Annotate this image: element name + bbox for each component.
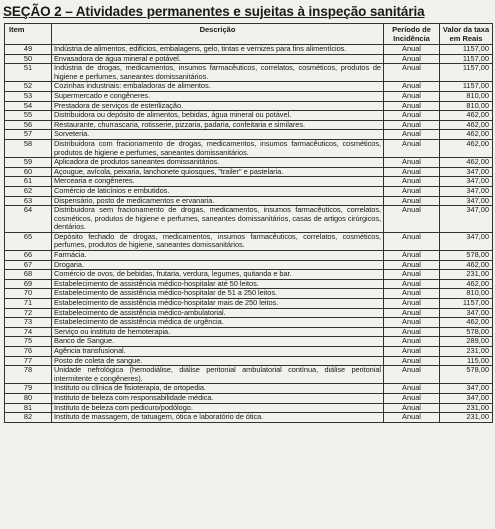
row-periodo: Anual bbox=[384, 139, 440, 157]
row-periodo: Anual bbox=[384, 279, 440, 289]
row-item-number: 57 bbox=[5, 130, 52, 140]
row-valor: 810,00 bbox=[440, 91, 493, 101]
row-description: Aplicadora de produtos saneantes domissanitários. bbox=[52, 158, 384, 168]
row-description: Estabelecimento de assistência médico-hospitalar mais de 250 leitos. bbox=[52, 299, 384, 309]
row-description: Distribuidora sem fracionamento de drogas, medicamentos, insumos farmacêuticos, correlatos, cosméticos, produtos de higiene e perfumes, saneantes domissanitários, casas de artigos cirúrgicos, dentários. bbox=[52, 206, 384, 233]
table-row bbox=[5, 139, 493, 157]
row-item-number: 58 bbox=[5, 139, 52, 157]
table-row bbox=[5, 260, 493, 270]
row-item-number: 65 bbox=[5, 232, 52, 250]
row-item-number: 81 bbox=[5, 403, 52, 413]
table-row bbox=[5, 299, 493, 309]
row-valor: 578,00 bbox=[440, 251, 493, 261]
row-periodo: Anual bbox=[384, 327, 440, 337]
row-periodo: Anual bbox=[384, 54, 440, 64]
row-periodo: Anual bbox=[384, 82, 440, 92]
table-header-row bbox=[5, 24, 493, 45]
row-valor: 231,00 bbox=[440, 413, 493, 423]
row-valor: 347,00 bbox=[440, 196, 493, 206]
row-description: Cozinhas industriais: embaladoras de alimentos. bbox=[52, 82, 384, 92]
table-body bbox=[5, 45, 493, 423]
row-periodo: Anual bbox=[384, 356, 440, 366]
row-valor: 1157,00 bbox=[440, 54, 493, 64]
table-row bbox=[5, 111, 493, 121]
row-description: Farmácia. bbox=[52, 251, 384, 261]
row-valor: 347,00 bbox=[440, 206, 493, 233]
row-description: Estabelecimento de assistência médico-hospitalar até 50 leitos. bbox=[52, 279, 384, 289]
row-valor: 462,00 bbox=[440, 139, 493, 157]
row-valor: 462,00 bbox=[440, 111, 493, 121]
table-row bbox=[5, 337, 493, 347]
row-periodo: Anual bbox=[384, 130, 440, 140]
table-row bbox=[5, 177, 493, 187]
table-row bbox=[5, 384, 493, 394]
row-description: Distribuidora com fracionamento de drogas, medicamentos, insumos farmacêuticos, cosméticos, produtos de higiene e perfumes, saneantes domissanitários. bbox=[52, 139, 384, 157]
row-valor: 1157,00 bbox=[440, 82, 493, 92]
table-row bbox=[5, 64, 493, 82]
row-description: Açougue, avícola, peixaria, lanchonete quiosques, "trailer" e pastelaria. bbox=[52, 167, 384, 177]
row-periodo: Anual bbox=[384, 167, 440, 177]
row-description: Supermercado e congêneres. bbox=[52, 91, 384, 101]
table-row bbox=[5, 232, 493, 250]
row-item-number: 55 bbox=[5, 111, 52, 121]
row-description: Banco de Sangue. bbox=[52, 337, 384, 347]
row-valor: 289,00 bbox=[440, 337, 493, 347]
row-description: Instituto de beleza com responsabilidade médica. bbox=[52, 393, 384, 403]
row-description: Drogaria. bbox=[52, 260, 384, 270]
row-item-number: 79 bbox=[5, 384, 52, 394]
table-row bbox=[5, 167, 493, 177]
row-description: Sorveteria. bbox=[52, 130, 384, 140]
table-row bbox=[5, 356, 493, 366]
row-item-number: 71 bbox=[5, 299, 52, 309]
row-periodo: Anual bbox=[384, 206, 440, 233]
row-valor: 347,00 bbox=[440, 167, 493, 177]
header-valor: Valor da taxa em Reais bbox=[440, 24, 493, 45]
row-valor: 115,00 bbox=[440, 356, 493, 366]
row-item-number: 62 bbox=[5, 186, 52, 196]
row-periodo: Anual bbox=[384, 308, 440, 318]
row-item-number: 76 bbox=[5, 347, 52, 357]
row-description: Posto de coleta de sangue. bbox=[52, 356, 384, 366]
row-periodo: Anual bbox=[384, 366, 440, 384]
table-row bbox=[5, 308, 493, 318]
table-row bbox=[5, 413, 493, 423]
row-valor: 1157,00 bbox=[440, 299, 493, 309]
row-valor: 1157,00 bbox=[440, 45, 493, 55]
row-valor: 231,00 bbox=[440, 403, 493, 413]
row-item-number: 68 bbox=[5, 270, 52, 280]
row-valor: 347,00 bbox=[440, 177, 493, 187]
header-periodo: Período de Incidência bbox=[384, 24, 440, 45]
table-row bbox=[5, 270, 493, 280]
row-valor: 462,00 bbox=[440, 260, 493, 270]
row-description: Dispensário, posto de medicamentos e ervanaria. bbox=[52, 196, 384, 206]
row-valor: 462,00 bbox=[440, 158, 493, 168]
row-item-number: 67 bbox=[5, 260, 52, 270]
row-description: Estabelecimento de assistência médico-ambulatorial. bbox=[52, 308, 384, 318]
table-row bbox=[5, 196, 493, 206]
row-item-number: 53 bbox=[5, 91, 52, 101]
row-periodo: Anual bbox=[384, 64, 440, 82]
table-row bbox=[5, 403, 493, 413]
row-periodo: Anual bbox=[384, 91, 440, 101]
row-periodo: Anual bbox=[384, 337, 440, 347]
row-item-number: 82 bbox=[5, 413, 52, 423]
table-row bbox=[5, 366, 493, 384]
row-description: Indústria de drogas, medicamentos, insumos farmacêuticos, correlatos, cosméticos, produtos de higiene e perfumes, saneantes domissanitários. bbox=[52, 64, 384, 82]
row-periodo: Anual bbox=[384, 403, 440, 413]
table-row bbox=[5, 318, 493, 328]
row-description: Comércio de ovos, de bebidas, frutaria, verdura, legumes, quitanda e bar. bbox=[52, 270, 384, 280]
row-item-number: 51 bbox=[5, 64, 52, 82]
row-item-number: 78 bbox=[5, 366, 52, 384]
row-valor: 347,00 bbox=[440, 384, 493, 394]
row-periodo: Anual bbox=[384, 393, 440, 403]
row-valor: 810,00 bbox=[440, 289, 493, 299]
row-periodo: Anual bbox=[384, 251, 440, 261]
row-valor: 1157,00 bbox=[440, 64, 493, 82]
table-row bbox=[5, 158, 493, 168]
row-description: Mercearia e congêneres. bbox=[52, 177, 384, 187]
table-row bbox=[5, 347, 493, 357]
row-description: Instituto de beleza com pedicuro/podólogo. bbox=[52, 403, 384, 413]
row-valor: 462,00 bbox=[440, 279, 493, 289]
row-description: Depósito fechado de drogas, medicamentos, insumos farmacêuticos, correlatos, cosméticos, perfumes, produtos de higiene, saneantes domissanitários. bbox=[52, 232, 384, 250]
row-item-number: 59 bbox=[5, 158, 52, 168]
row-item-number: 74 bbox=[5, 327, 52, 337]
row-item-number: 52 bbox=[5, 82, 52, 92]
row-periodo: Anual bbox=[384, 413, 440, 423]
table-row bbox=[5, 82, 493, 92]
row-valor: 462,00 bbox=[440, 130, 493, 140]
row-item-number: 49 bbox=[5, 45, 52, 55]
table-row bbox=[5, 289, 493, 299]
row-periodo: Anual bbox=[384, 270, 440, 280]
row-item-number: 60 bbox=[5, 167, 52, 177]
row-valor: 578,00 bbox=[440, 327, 493, 337]
row-item-number: 54 bbox=[5, 101, 52, 111]
row-periodo: Anual bbox=[384, 45, 440, 55]
header-descricao: Descrição bbox=[52, 24, 384, 45]
row-item-number: 50 bbox=[5, 54, 52, 64]
row-description: Estabelecimento de assistência médico-hospitalar de 51 a 250 leitos. bbox=[52, 289, 384, 299]
row-description: Prestadora de serviços de esterilização. bbox=[52, 101, 384, 111]
row-valor: 347,00 bbox=[440, 393, 493, 403]
row-item-number: 72 bbox=[5, 308, 52, 318]
row-item-number: 77 bbox=[5, 356, 52, 366]
table-row bbox=[5, 101, 493, 111]
header-item: Item bbox=[5, 24, 52, 45]
table-row bbox=[5, 206, 493, 233]
row-periodo: Anual bbox=[384, 260, 440, 270]
table-row bbox=[5, 130, 493, 140]
row-periodo: Anual bbox=[384, 318, 440, 328]
row-periodo: Anual bbox=[384, 101, 440, 111]
table-row bbox=[5, 120, 493, 130]
section-title: SEÇÃO 2 – Atividades permanentes e sujeitas à inspeção sanitária bbox=[3, 4, 425, 19]
row-periodo: Anual bbox=[384, 196, 440, 206]
row-item-number: 75 bbox=[5, 337, 52, 347]
row-valor: 347,00 bbox=[440, 232, 493, 250]
row-item-number: 70 bbox=[5, 289, 52, 299]
row-periodo: Anual bbox=[384, 120, 440, 130]
row-item-number: 64 bbox=[5, 206, 52, 233]
row-valor: 462,00 bbox=[440, 318, 493, 328]
row-valor: 231,00 bbox=[440, 270, 493, 280]
row-description: Serviço ou instituto de hemoterapia. bbox=[52, 327, 384, 337]
row-periodo: Anual bbox=[384, 186, 440, 196]
table-row bbox=[5, 54, 493, 64]
row-periodo: Anual bbox=[384, 232, 440, 250]
row-periodo: Anual bbox=[384, 299, 440, 309]
row-description: Instituto de massagem, de tatuagem, ótica e laboratório de ótica. bbox=[52, 413, 384, 423]
row-description: Distribuidora ou depósito de alimentos, bebidas, água mineral ou potável. bbox=[52, 111, 384, 121]
row-description: Indústria de alimentos, edifícios, embalagens, gelo, tintas e vernizes para fins alimentícios. bbox=[52, 45, 384, 55]
row-item-number: 63 bbox=[5, 196, 52, 206]
row-periodo: Anual bbox=[384, 111, 440, 121]
row-valor: 347,00 bbox=[440, 186, 493, 196]
table-row bbox=[5, 186, 493, 196]
row-description: Instituto ou clínica de fisioterapia, de ortopedia. bbox=[52, 384, 384, 394]
row-item-number: 61 bbox=[5, 177, 52, 187]
fee-table bbox=[4, 23, 493, 423]
row-valor: 810,00 bbox=[440, 101, 493, 111]
row-periodo: Anual bbox=[384, 347, 440, 357]
table-row bbox=[5, 45, 493, 55]
row-valor: 462,00 bbox=[440, 120, 493, 130]
row-valor: 578,00 bbox=[440, 366, 493, 384]
row-description: Restaurante, churrascaria, rotisserie, pizzaria, padaria, confeitaria e similares. bbox=[52, 120, 384, 130]
row-valor: 231,00 bbox=[440, 347, 493, 357]
table-row bbox=[5, 393, 493, 403]
table-row bbox=[5, 91, 493, 101]
row-description: Unidade nefrológica (hemodiálise, diálise peritonial ambulatorial contínua, diálise peritonial intermitente e congêneres). bbox=[52, 366, 384, 384]
row-periodo: Anual bbox=[384, 158, 440, 168]
row-description: Comércio de laticínios e embutidos. bbox=[52, 186, 384, 196]
table-row bbox=[5, 251, 493, 261]
table-row bbox=[5, 327, 493, 337]
row-periodo: Anual bbox=[384, 177, 440, 187]
row-description: Agência transfusional. bbox=[52, 347, 384, 357]
row-item-number: 80 bbox=[5, 393, 52, 403]
row-valor: 347,00 bbox=[440, 308, 493, 318]
table-row bbox=[5, 279, 493, 289]
row-periodo: Anual bbox=[384, 289, 440, 299]
row-item-number: 73 bbox=[5, 318, 52, 328]
row-periodo: Anual bbox=[384, 384, 440, 394]
row-item-number: 69 bbox=[5, 279, 52, 289]
row-description: Envasadora de água mineral e potável. bbox=[52, 54, 384, 64]
row-item-number: 66 bbox=[5, 251, 52, 261]
row-item-number: 56 bbox=[5, 120, 52, 130]
row-description: Estabelecimento de assistência médica de urgência. bbox=[52, 318, 384, 328]
